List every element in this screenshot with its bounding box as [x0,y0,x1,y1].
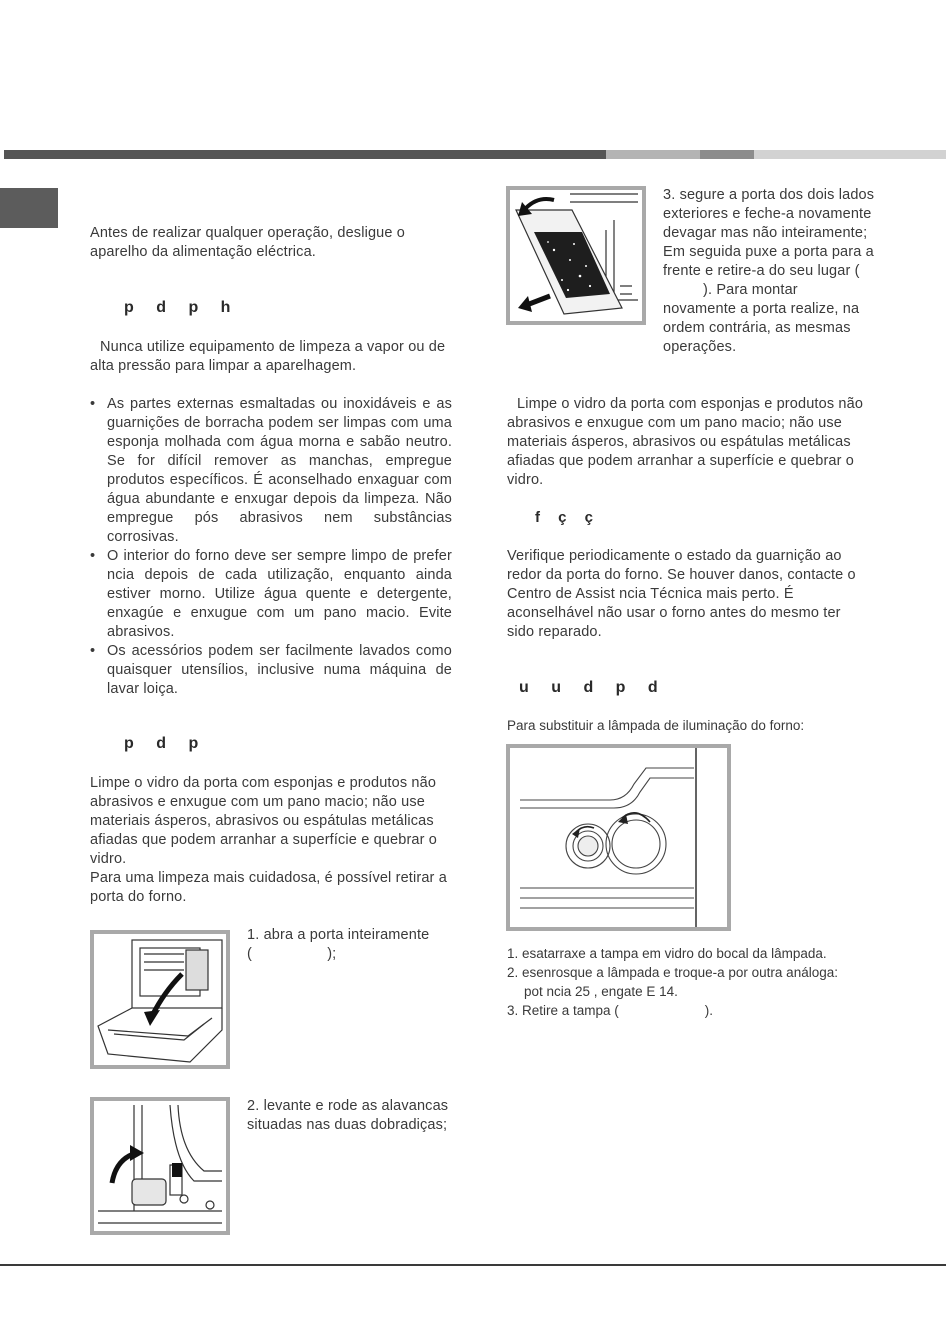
lamp-step-3: 3. Retire a tampa ( ). [507,1003,714,1018]
lamp-step-2-spec: pot ncia 25 , engate E 14. [524,984,678,999]
header-bar-dark [4,150,606,159]
lamp-intro: Para substituir a lâmpada de iluminação do forno: [507,718,805,733]
list-item: • As partes externas esmaltadas ou inoxidáveis e as guarnições de borracha podem ser limpas com uma esponja molhada com água morna e sabão neutro. Se for difícil remover as manchas, empregue produtos específicos. É aconselhado enxaguar com água abundante e enxugar depois da limpeza. Não empregue pós abrasivos nem substâncias corrosivas. [90,395,452,547]
footer-rule [0,1264,946,1266]
section-heading-lamp: u u d p d [519,679,658,696]
glass-cleaning-text [507,395,879,490]
lamp-step-1: 1. esatarraxe a tampa em vidro do bocal da lâmpada. [507,946,827,961]
door-cleaning-paragraph: Limpe o vidro da porta com esponjas e produtos não abrasivos e enxugue com um pano macio; não use materiais ásperos, abrasivos ou espátulas metálicas afiadas que podem arranhar a superfície e quebrar o vidro. [90,775,438,867]
step3-text [663,186,875,357]
cleaning-list [90,395,452,699]
section-heading-cleaning: p d p h [124,299,231,316]
step3-line: 3. segure a porta dos dois lados exteriores e feche-a novamente devagar mas não inteiramente; Em seguida puxe a porta para a frente e retire-a do seu lugar ( [663,187,875,279]
door-cleaning-text [90,774,462,907]
hinge-lever-illustration [94,1101,226,1231]
lamp-steps [507,944,882,1020]
figure-open-door [90,930,230,1069]
section-heading-seal: f ç ç [535,509,594,526]
intro-text: Antes de realizar qualquer operação, desligue o aparelho da alimentação eléctrica. [90,225,405,260]
step2-text: 2. levante e rode as alavancas situadas nas duas dobradiças; [247,1098,449,1133]
figure-hinge-lever [90,1097,230,1235]
section-heading-door: p d p [124,735,199,752]
figure-lamp [506,744,731,931]
open-door-illustration [94,934,226,1065]
header-bar-mid [606,150,700,159]
steam-warning [90,338,455,376]
header-bar-mid-dark [700,150,754,159]
step1-ref: ( ); [247,946,337,962]
figure-remove-door [506,186,646,325]
remove-door-illustration [510,190,642,321]
steam-warning-text: Nunca utilize equipamento de limpeza a vapor ou de alta pressão para limpar a aparelhagem. [90,339,446,374]
step1-text [247,926,462,964]
glass-cleaning-paragraph: Limpe o vidro da porta com esponjas e produtos não abrasivos e enxugue com um pano macio; não use materiais ásperos, abrasivos ou espátulas metálicas afiadas que podem arranhar a superfície e quebrar o vidro. [507,396,864,488]
lamp-step-3-text: 3. Retire a tampa ( [507,1003,619,1018]
step3-continuation: ). Para montar novamente a porta realize, na ordem contrária, as mesmas operações. [663,282,860,355]
list-item: • O interior do forno deve ser sempre limpo de prefer ncia depois de cada utilização, enquanto ainda estiver morno. Utilize água quente e detergente, enxagúe e enxugue com um pano macio. Evite abrasivos. [90,547,452,642]
door-removal-paragraph: Para uma limpeza mais cuidadosa, é possível retirar a porta do forno. [90,870,447,905]
header-bar-light [754,150,946,159]
lamp-step-2: 2. esenrosque a lâmpada e troque-a por outra análoga: [507,965,838,980]
step1-line: 1. abra a porta inteiramente [247,927,430,943]
list-item: • Os acessórios podem ser facilmente lavados como quaisquer utensílios, inclusive numa máquina de lavar loiça. [90,642,452,699]
lamp-illustration [510,748,727,927]
seal-text: Verifique periodicamente o estado da guarnição ao redor da porta do forno. Se houver danos, contacte o Centro de Assist ncia Técnica mais perto. É aconselhável não usar o forno antes do mesmo ter sido reparado. [507,548,856,640]
language-tab [0,188,58,228]
